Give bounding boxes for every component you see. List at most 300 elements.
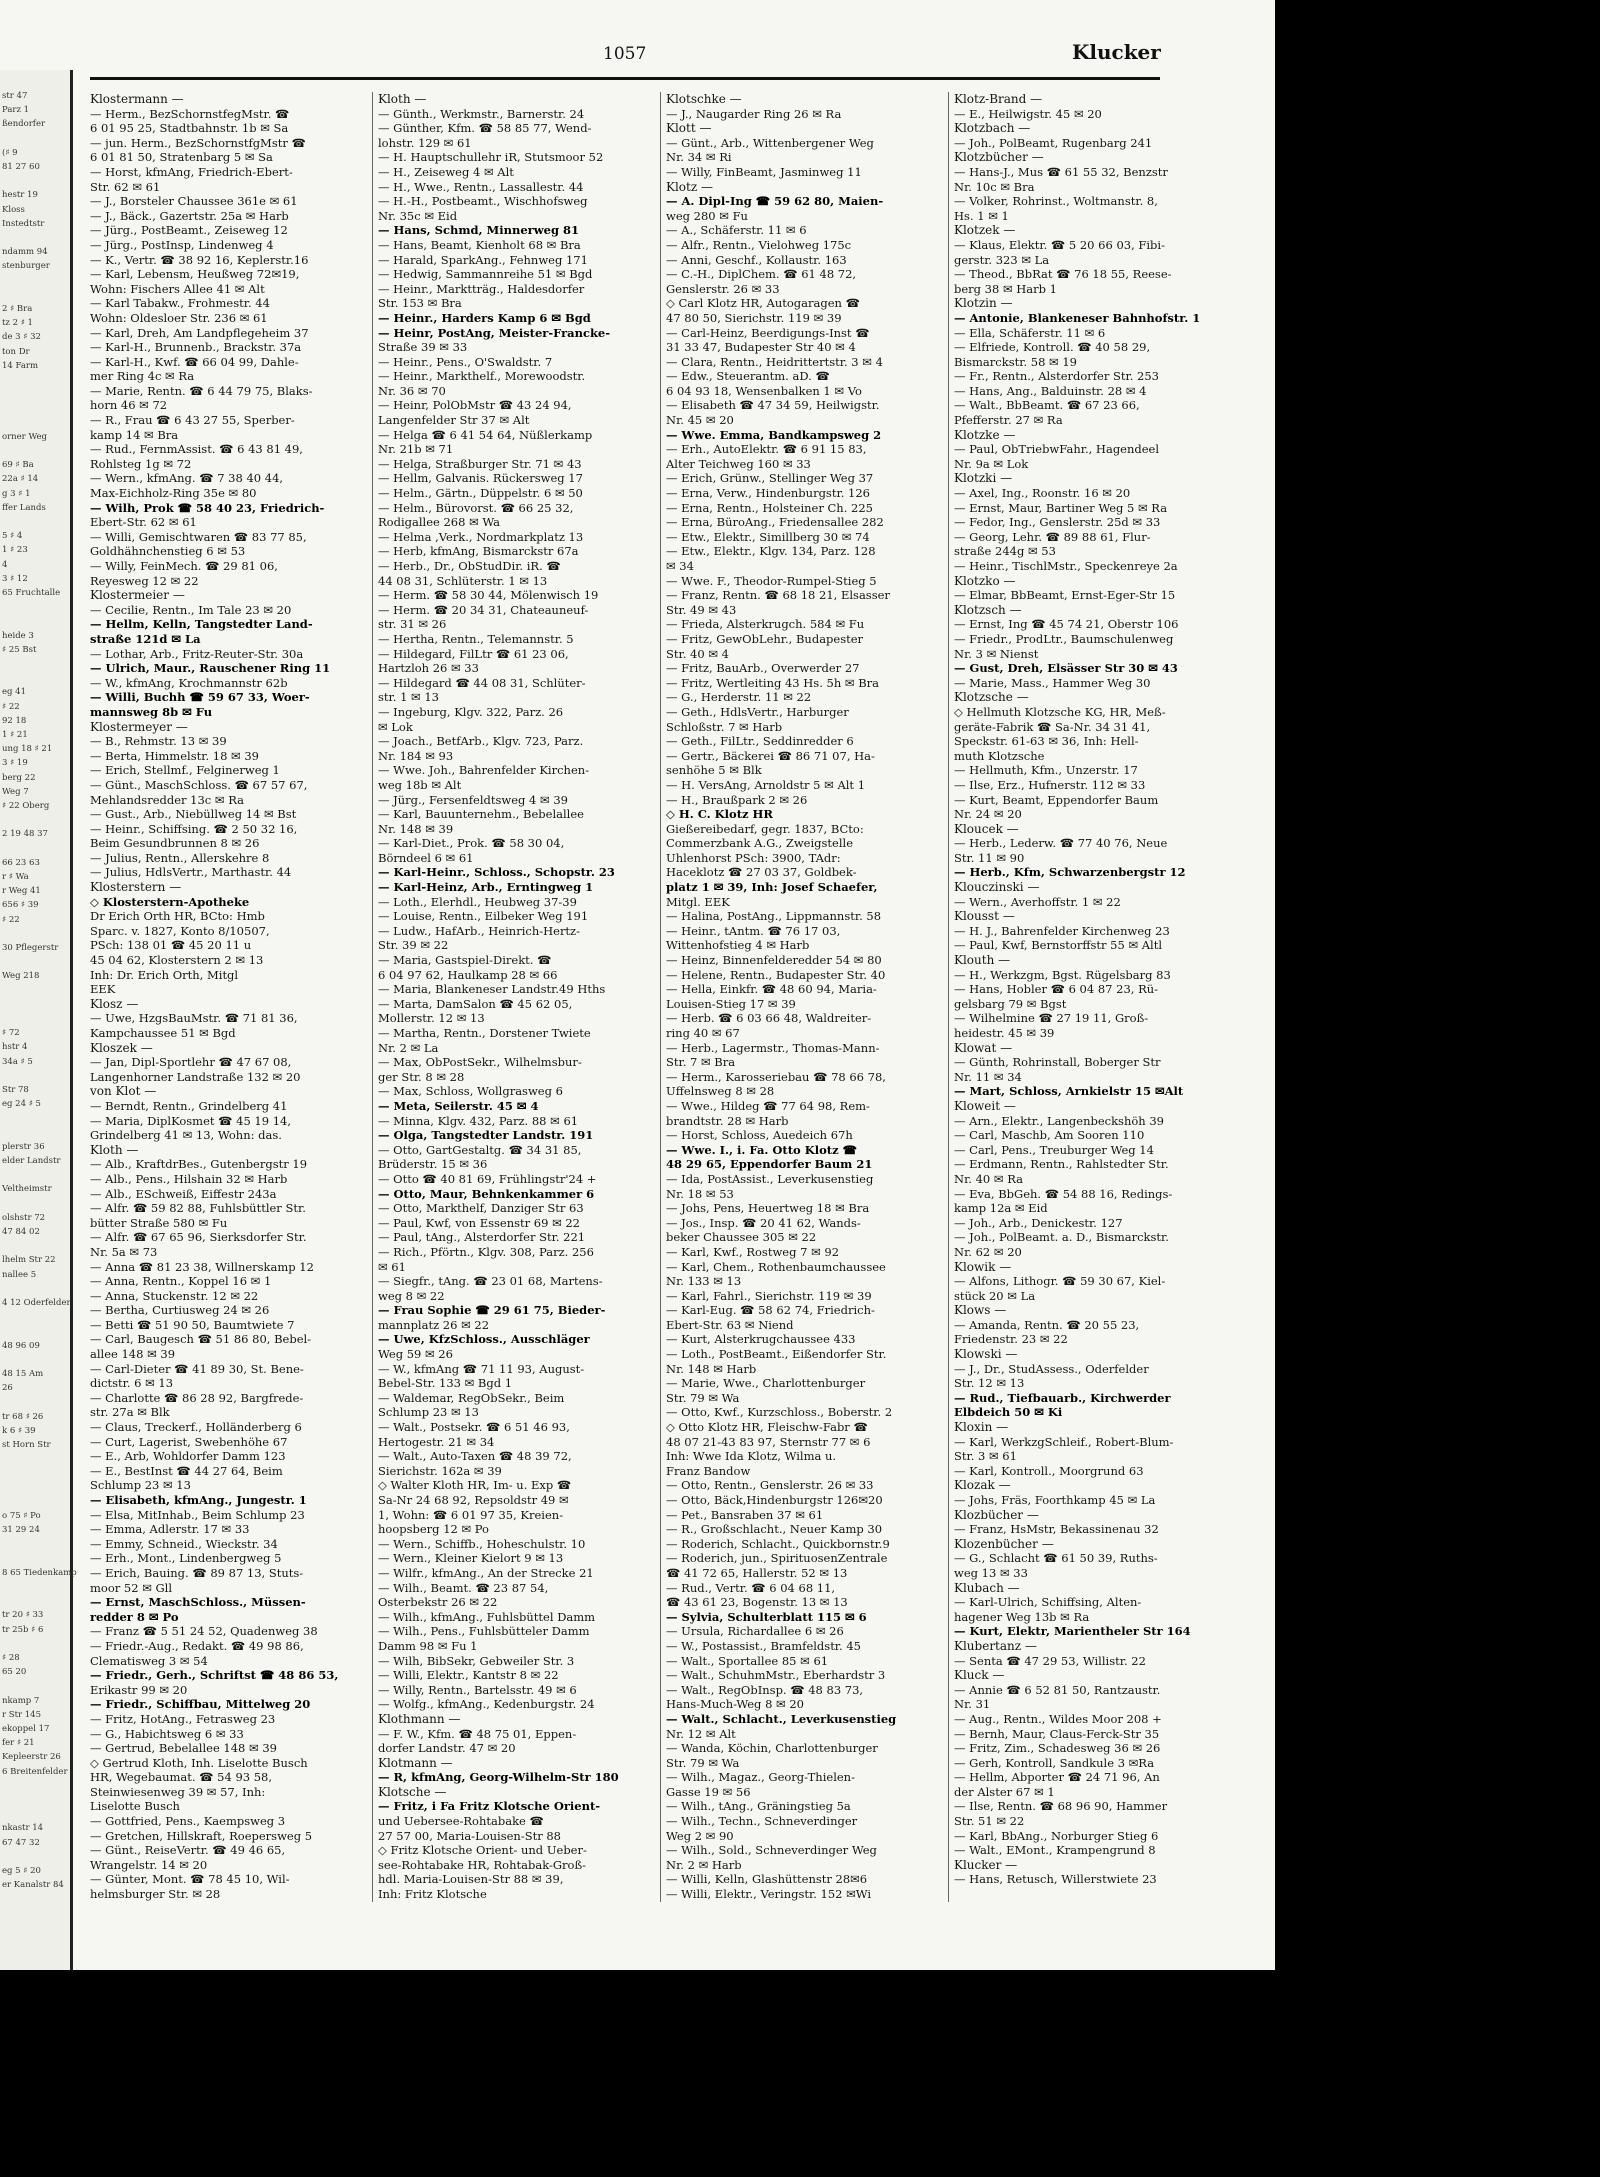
directory-entry: — Joh., Arb., Denickestr. 127 (954, 1215, 1123, 1230)
directory-entry: — Willi, Elektr., Veringstr. 152 ✉Wi (666, 1887, 872, 1902)
facing-page-fragment: olshstr 72 (2, 1212, 46, 1223)
directory-entry: — Hella, Einkfr. ☎ 48 60 94, Maria- (666, 982, 877, 997)
directory-entry: — Georg, Lehr. ☎ 89 88 61, Flur- (954, 529, 1151, 544)
directory-entry: Genslerstr. 26 ✉ 33 (666, 281, 780, 296)
directory-entry: — Erna, BüroAng., Friedensallee 282 (666, 515, 884, 530)
directory-entry: — Etw., Elektr., Simillberg 30 ✉ 74 (666, 529, 870, 544)
directory-entry: — Gertr., Bäckerei ☎ 86 71 07, Ha- (666, 748, 875, 763)
directory-entry: — Fritz, BauArb., Overwerder 27 (666, 661, 860, 676)
directory-entry: Osterbekstr 26 ✉ 22 (378, 1595, 498, 1610)
directory-entry: Kloweit — (954, 1098, 1016, 1113)
directory-entry: geräte-Fabrik ☎ Sa-Nr. 34 31 41, (954, 719, 1151, 734)
directory-entry: — Uwe, KfzSchloss., Ausschläger (378, 1332, 590, 1347)
directory-entry: — Herb., Dr., ObStudDir. iR. ☎ (378, 559, 561, 573)
directory-entry: — H. Hauptschullehr iR, Stutsmoor 52 (378, 150, 604, 165)
facing-page-fragment: ekoppel 17 (2, 1724, 50, 1734)
directory-entry: helmsburger Str. ✉ 28 (90, 1887, 221, 1902)
directory-entry: — Julius, HdlsVertr., Marthastr. 44 (90, 865, 292, 880)
directory-entry: — Helga, Straßburger Str. 71 ✉ 43 (378, 456, 582, 471)
directory-entry: — Herb, kfmAng, Bismarckstr 67a (378, 544, 579, 559)
directory-entry: — Karl, WerkzgSchleif., Robert-Blum- (954, 1434, 1174, 1449)
directory-entry: Nr. 11 ✉ 34 (954, 1069, 1022, 1084)
directory-entry: Hans-Much-Weg 8 ✉ 20 (666, 1697, 804, 1712)
directory-entry: — Rud., Vertr. ☎ 6 04 68 11, (666, 1580, 836, 1595)
directory-entry: — H., Braußpark 2 ✉ 26 (666, 792, 808, 807)
directory-entry: Wrangelstr. 14 ✉ 20 (90, 1857, 208, 1872)
directory-entry: — Willy, FeinMech. ☎ 29 81 06, (90, 559, 278, 573)
directory-entry: Str. 79 ✉ Wa (666, 1390, 740, 1405)
directory-entry: Brüderstr. 15 ✉ 36 (378, 1157, 488, 1172)
directory-entry: — Helga ☎ 6 41 54 64, Nüßlerkamp (378, 427, 593, 442)
facing-page-fragment: 4 (2, 559, 8, 570)
directory-entry: — E., Arb, Wohldorfer Damm 123 (90, 1449, 286, 1464)
directory-entry: see-Rohtabake HR, Rohtabak-Groß- (378, 1857, 587, 1872)
directory-entry: — Heinr, PolObMstr ☎ 43 24 94, (378, 398, 572, 413)
directory-entry: ☎ 41 72 65, Hallerstr. 52 ✉ 13 (666, 1565, 848, 1580)
directory-entry: stück 20 ✉ La (954, 1288, 1036, 1303)
directory-entry: — Wwe. Emma, Bandkampsweg 2 (666, 427, 882, 442)
facing-page-fragment: 65 Fruchtalle (2, 588, 61, 598)
facing-page-fragment: 31 29 24 (2, 1525, 40, 1536)
directory-entry: Klostermann — (90, 92, 184, 106)
directory-entry: — Helm., Gärtn., Düppelstr. 6 ✉ 50 (378, 486, 583, 501)
directory-entry: — G., Habichtsweg 6 ✉ 33 (90, 1726, 244, 1741)
directory-entry: — Horst, Schloss, Auedeich 67h (666, 1128, 853, 1143)
directory-entry: ◇ Fritz Klotsche Orient- und Ueber- (378, 1843, 587, 1858)
directory-entry: — Alfr., Rentn., Vielohweg 175c (666, 237, 852, 252)
directory-entry: ger Str. 8 ✉ 28 (378, 1069, 465, 1084)
directory-entry: Erikastr 99 ✉ 20 (90, 1682, 188, 1697)
column-divider (660, 92, 661, 1902)
directory-entry: 27 57 00, Maria-Louisen-Str 88 (378, 1828, 562, 1843)
directory-entry: — Herm., Karosseriebau ☎ 78 66 78, (666, 1069, 886, 1084)
directory-entry: — Maria, Blankeneser Landstr.49 Hths (378, 982, 606, 997)
directory-entry: — Carl-Dieter ☎ 41 89 30, St. Bene- (90, 1361, 304, 1376)
directory-entry: Klotzke — (954, 427, 1016, 442)
directory-entry: — Erh., Mont., Lindenbergweg 5 (90, 1551, 282, 1566)
directory-entry: — Hertha, Rentn., Telemannstr. 5 (378, 631, 574, 646)
directory-entry: Klotsche — (378, 1784, 447, 1799)
directory-entry: ring 40 ✉ 67 (666, 1026, 740, 1040)
facing-page-fragment: nallee 5 (2, 1269, 37, 1280)
directory-entry: — Franz, HsMstr, Bekassinenau 32 (954, 1522, 1159, 1537)
directory-entry: gerstr. 323 ✉ La (954, 252, 1050, 267)
directory-entry: Haceklotz ☎ 27 03 37, Goldbek- (666, 865, 857, 880)
facing-page-fragment: tr 25b ♯ 6 (2, 1624, 44, 1635)
directory-entry: — Fritz, i Fa Fritz Klotsche Orient- (378, 1799, 601, 1814)
directory-entry: Kloth — (90, 1142, 139, 1157)
directory-entry: Damm 98 ✉ Fu 1 (378, 1638, 478, 1653)
directory-entry: — Johs, Fräs, Foorthkamp 45 ✉ La (954, 1493, 1156, 1507)
directory-entry: horn 46 ✉ 72 (90, 398, 168, 413)
directory-entry: — Heinr., Pens., O'Swaldstr. 7 (378, 354, 553, 369)
directory-entry: — Hans, Ang., Balduinstr. 28 ✉ 4 (954, 383, 1147, 398)
directory-entry: Kloucek — (954, 821, 1019, 836)
directory-entry: Nr. 36 ✉ 70 (378, 383, 446, 398)
directory-entry: — Marie, Wwe., Charlottenburger (666, 1376, 866, 1391)
directory-entry: 48 29 65, Eppendorfer Baum 21 (666, 1157, 873, 1172)
facing-page-fragment: 65 20 (2, 1667, 27, 1678)
directory-entry: — J., Borsteler Chaussee 361e ✉ 61 (90, 194, 298, 209)
directory-entry: — Minna, Klgv. 432, Parz. 88 ✉ 61 (378, 1113, 579, 1128)
directory-entry: Nr. 148 ✉ Harb (666, 1361, 757, 1376)
directory-entry: — Geth., FilLtr., Seddinredder 6 (666, 734, 854, 749)
directory-entry: Klowik — (954, 1259, 1012, 1274)
facing-page-fragment: 8 65 Tiedenkamp (2, 1567, 77, 1578)
directory-entry: Mehlandsredder 13c ✉ Ra (90, 792, 244, 807)
column-2 (378, 92, 648, 1927)
directory-entry: — Otto ☎ 40 81 69, Frühlingstr'24 + (378, 1171, 597, 1186)
directory-entry: Klows — (954, 1303, 1007, 1318)
directory-entry: — Gust, Dreh, Elsässer Str 30 ✉ 43 (954, 661, 1178, 676)
directory-entry: — Alb., ESchweiß, Eiffestr 243a (90, 1186, 277, 1201)
directory-entry: — Heinr., Marktträg., Haldesdorfer (378, 281, 585, 296)
directory-entry: — Helm., Bürovorst. ☎ 66 25 32, (378, 500, 574, 515)
facing-page-fragment: Weg 218 (2, 971, 40, 982)
directory-entry: — Wilh, Prok ☎ 58 40 23, Friedrich- (90, 500, 325, 515)
directory-entry: Inh: Fritz Klotsche (378, 1887, 487, 1902)
directory-entry: — Ilse, Rentn. ☎ 68 96 90, Hammer (954, 1799, 1168, 1814)
directory-entry: — Wilhelmine ☎ 27 19 11, Groß- (954, 1011, 1149, 1026)
directory-entry: — R., Frau ☎ 6 43 27 55, Sperber- (90, 413, 295, 428)
facing-page-fragment: nkamp 7 (2, 1695, 40, 1706)
directory-entry: Rohlsteg 1g ✉ 72 (90, 456, 192, 471)
facing-page-fragment: 3 ♯ 19 (2, 758, 28, 769)
directory-entry: kamp 14 ✉ Bra (90, 427, 179, 442)
directory-entry: — Ulrich, Maur., Rauschener Ring 11 (90, 661, 331, 676)
directory-entry: — Helene, Rentn., Budapester Str. 40 (666, 967, 886, 982)
directory-entry: — Ingeburg, Klgv. 322, Parz. 26 (378, 704, 564, 719)
facing-page-fragment: 26 (2, 1383, 13, 1394)
directory-entry: Str. 51 ✉ 22 (954, 1814, 1025, 1829)
directory-entry: — Hans, Retusch, Willerstwiete 23 (954, 1872, 1157, 1887)
facing-page-fragment: 1 ♯ 23 (2, 545, 28, 556)
directory-entry: — Maria, DiplKosmet ☎ 45 19 14, (90, 1113, 292, 1128)
directory-entry: — Fedor, Ing., Genslerstr. 25d ✉ 33 (954, 515, 1161, 530)
directory-entry: — Karl, Bauunternehm., Bebelallee (378, 807, 584, 822)
directory-entry: Nr. 3 ✉ Nienst (954, 646, 1039, 661)
directory-entry: — Kurt, Beamt, Eppendorfer Baum (954, 792, 1159, 807)
directory-entry: — Otto, Rentn., Genslerstr. 26 ✉ 33 (666, 1478, 874, 1493)
facing-page-fragment: berg 22 (2, 772, 36, 783)
directory-entry: Nr. 2 ✉ Harb (666, 1857, 742, 1872)
directory-entry: Nr. 184 ✉ 93 (378, 748, 454, 763)
directory-entry: — Alb., KraftdrBes., Gutenbergstr 19 (90, 1157, 308, 1172)
directory-entry: — H. VersAng, Arnoldstr 5 ✉ Alt 1 (666, 777, 866, 792)
directory-entry: weg 8 ✉ 22 (378, 1288, 445, 1303)
directory-entry: — Volker, Rohrinst., Woltmanstr. 8, (954, 194, 1158, 209)
directory-entry: Louisen-Stieg 17 ✉ 39 (666, 996, 796, 1011)
directory-entry: platz 1 ✉ 39, Inh: Josef Schaefer, (666, 880, 878, 895)
facing-page-fragment: ♯ 25 Bst (2, 644, 37, 655)
directory-entry: weg 18b ✉ Alt (378, 777, 462, 792)
directory-entry: Klotzin — (954, 296, 1013, 311)
directory-entry: — H., Werkzgm, Bgst. Rügelsbarg 83 (954, 967, 1171, 982)
directory-entry: Wittenhofstieg 4 ✉ Harb (666, 938, 810, 953)
directory-entry: — Julius, Rentn., Allerskehre 8 (90, 850, 270, 865)
directory-entry: Uffelnsweg 8 ✉ 28 (666, 1084, 775, 1099)
directory-entry: Rodigallee 268 ✉ Wa (378, 515, 501, 530)
directory-entry: — Theod., BbRat ☎ 76 18 55, Reese- (954, 267, 1172, 282)
directory-entry: — G., Schlacht ☎ 61 50 39, Ruths- (954, 1551, 1158, 1566)
directory-entry: Gasse 19 ✉ 56 (666, 1784, 751, 1799)
directory-entry: — Klaus, Elektr. ☎ 5 20 66 03, Fibi- (954, 237, 1165, 252)
directory-entry: — E., Heilwigstr. 45 ✉ 20 (954, 106, 1102, 121)
facing-page-fragment: lhelm Str 22 (2, 1255, 56, 1266)
directory-entry: — Karl, Fahrl., Sierichstr. 119 ✉ 39 (666, 1288, 872, 1303)
directory-entry: — Kurt, Alsterkrugchaussee 433 (666, 1332, 856, 1347)
directory-entry: — Meta, Seilerstr. 45 ✉ 4 (378, 1098, 539, 1113)
directory-entry: — Otto, GartGestaltg. ☎ 34 31 85, (378, 1142, 582, 1157)
directory-entry: — Eva, BbGeh. ☎ 54 88 16, Redings- (954, 1186, 1173, 1201)
directory-entry: — Hellm, Kelln, Tangstedter Land- (90, 617, 313, 632)
directory-entry: Liselotte Busch (90, 1799, 180, 1814)
directory-entry: redder 8 ✉ Po (90, 1609, 179, 1624)
facing-page-fragment: er Kanalstr 84 (2, 1880, 64, 1891)
facing-page-fragment: hstr 4 (2, 1042, 28, 1053)
directory-entry: — Wilh., tAng., Gräningstieg 5a (666, 1799, 851, 1814)
directory-entry: Str. 153 ✉ Bra (378, 296, 462, 311)
column-3 (666, 92, 936, 1927)
directory-entry: — H., Wwe., Rentn., Lassallestr. 44 (378, 179, 584, 194)
directory-entry: — G., Herderstr. 11 ✉ 22 (666, 690, 812, 705)
directory-entry: — Senta ☎ 47 29 53, Willistr. 22 (954, 1653, 1146, 1668)
directory-entry: Str. 7 ✉ Bra (666, 1055, 736, 1070)
directory-entry: — Wanda, Köchin, Charlottenburger (666, 1741, 878, 1756)
directory-entry: — H.-H., Postbeamt., Wischhofsweg (378, 194, 588, 209)
directory-entry: — Wilh., Techn., Schneverdinger (666, 1814, 858, 1829)
directory-entry: ◇ Gertrud Kloth, Inh. Liselotte Busch (90, 1755, 308, 1770)
directory-entry: Str. 3 ✉ 61 (954, 1449, 1017, 1464)
directory-entry: ◇ H. C. Klotz HR (666, 807, 773, 822)
directory-entry: — Ernst, MaschSchloss., Müssen- (90, 1595, 306, 1610)
directory-entry: brandtstr. 28 ✉ Harb (666, 1113, 789, 1128)
directory-entry: — Pet., Bansraben 37 ✉ 61 (666, 1507, 824, 1522)
directory-entry: Langenfelder Str 37 ✉ Alt (378, 413, 530, 428)
directory-entry: allee 148 ✉ 39 (90, 1347, 176, 1362)
directory-entry: — Hans, Beamt, Kienholt 68 ✉ Bra (378, 237, 581, 252)
directory-entry: — Betti ☎ 51 90 50, Baumtwiete 7 (90, 1317, 295, 1332)
directory-entry: — Carl, Baugesch ☎ 51 86 80, Bebel- (90, 1332, 312, 1347)
directory-entry: — Karl-H., Brunnenb., Brackstr. 37a (90, 340, 302, 355)
directory-entry: heidestr. 45 ✉ 39 (954, 1026, 1055, 1040)
facing-page-fragment: hestr 19 (2, 190, 38, 201)
directory-entry: — Curt, Lagerist, Swebenhöhe 67 (90, 1434, 288, 1449)
directory-entry: — Harald, SparkAng., Fehnweg 171 (378, 252, 588, 267)
directory-entry: Bismarckstr. 58 ✉ 19 (954, 354, 1077, 369)
directory-entry: — Günt., ReiseVertr. ☎ 49 46 65, (90, 1843, 286, 1858)
facing-page-fragment: nkastr 14 (2, 1823, 44, 1834)
directory-entry: Franz Bandow (666, 1463, 751, 1478)
directory-entry: — Wilfr., kfmAng., An der Strecke 21 (378, 1565, 594, 1580)
directory-entry: — Günther, Kfm. ☎ 58 85 77, Wend- (378, 121, 592, 136)
directory-entry: — Heinz, Binnenfelderedder 54 ✉ 80 (666, 953, 882, 968)
facing-page-fragment: eg 5 ♯ 20 (2, 1866, 41, 1876)
directory-entry: — Otto, Maur, Behnkenkammer 6 (378, 1186, 595, 1201)
directory-entry: 6 04 93 18, Wensenbalken 1 ✉ Vo (666, 383, 862, 398)
facing-page-fragment: 81 27 60 (2, 162, 40, 172)
facing-page-fragment: Kloss (2, 204, 25, 215)
directory-entry: Klucker — (954, 1857, 1018, 1872)
directory-entry: — Louise, Rentn., Eilbeker Weg 191 (378, 909, 589, 924)
directory-entry: — Jürg., Fersenfeldtsweg 4 ✉ 39 (378, 792, 568, 807)
facing-page-fragment: fer ♯ 21 (2, 1738, 35, 1749)
directory-entry: — Horst, kfmAng, Friedrich-Ebert- (90, 164, 293, 179)
directory-entry: — Herb., Lagermstr., Thomas-Mann- (666, 1040, 880, 1055)
directory-entry: Nr. 34 ✉ Ri (666, 150, 732, 165)
directory-entry: — Elsa, MitInhab., Beim Schlump 23 (90, 1507, 305, 1522)
directory-entry: — Fritz, Zim., Schadesweg 36 ✉ 26 (954, 1741, 1161, 1756)
directory-entry: Nr. 35c ✉ Eid (378, 208, 458, 223)
facing-page-fragment: 34a ♯ 5 (2, 1056, 33, 1067)
facing-page-fragment: ♯ 28 (2, 1653, 20, 1663)
directory-entry: — Ludw., HafArb., Heinrich-Hertz- (378, 923, 581, 938)
directory-entry: — Karl-Diet., Prok. ☎ 58 30 04, (378, 836, 565, 851)
directory-entry: — Wern., Schiffb., Hoheschulstr. 10 (378, 1536, 586, 1551)
directory-entry: — Karl, BbAng., Norburger Stieg 6 (954, 1828, 1159, 1843)
running-head: Klucker (1072, 40, 1161, 64)
directory-entry: — R., Großschlacht., Neuer Kamp 30 (666, 1522, 883, 1537)
directory-entry: — J., Dr., StudAssess., Oderfelder (954, 1361, 1149, 1376)
directory-entry: str. 1 ✉ 13 (378, 690, 439, 705)
directory-entry: Str. 79 ✉ Wa (666, 1755, 740, 1770)
directory-entry: Grindelberg 41 ✉ 13, Wohn: das. (90, 1128, 282, 1143)
directory-entry: Steinwiesenweg 39 ✉ 57, Inh: (90, 1784, 266, 1799)
directory-entry: — Joh., PolBeamt, Rugenbarg 241 (954, 135, 1153, 150)
directory-entry: ◇ Hellmuth Klotzsche KG, HR, Meß- (954, 704, 1166, 719)
directory-entry: — Roderich, Schlacht., Quickbornstr.9 (666, 1536, 890, 1551)
directory-entry: — Gottfried, Pens., Kaempsweg 3 (90, 1814, 286, 1829)
directory-entry: — jun. Herm., BezSchornstfgMstr ☎ (90, 135, 306, 150)
directory-entry: Schloßstr. 7 ✉ Harb (666, 719, 783, 734)
facing-page-fragment: 48 96 09 (2, 1340, 40, 1351)
directory-entry: berg 38 ✉ Harb 1 (954, 281, 1057, 296)
directory-entry: — Hans, Hobler ☎ 6 04 87 23, Rü- (954, 982, 1159, 997)
directory-entry: Klubach — (954, 1580, 1020, 1595)
directory-entry: — Carl, Pens., Treuburger Weg 14 (954, 1142, 1154, 1157)
facing-page-fragment: elder Landstr (2, 1156, 61, 1166)
directory-entry: — Karl-H., Kwf. ☎ 66 04 99, Dahle- (90, 354, 299, 369)
directory-entry: Commerzbank A.G., Zweigstelle (666, 836, 854, 851)
facing-page-fragment: Kepleerstr 26 (2, 1752, 61, 1763)
facing-page-fragment: ♯ 22 (2, 701, 20, 712)
directory-entry: str. 27a ✉ Blk (90, 1405, 170, 1420)
directory-entry: — Wilh., kfmAng., Fuhlsbüttel Damm (378, 1609, 596, 1624)
directory-entry: — Gust., Arb., Niebüllweg 14 ✉ Bst (90, 807, 297, 822)
directory-entry: — J., Naugarder Ring 26 ✉ Ra (666, 106, 842, 121)
directory-entry: Kluck — (954, 1668, 1005, 1683)
directory-entry: Reyesweg 12 ✉ 22 (90, 573, 199, 588)
directory-entry: PSch: 138 01 ☎ 45 20 11 u (90, 938, 252, 953)
directory-entry: — E., BestInst ☎ 44 27 64, Beim (90, 1463, 283, 1478)
facing-page-fragment: tr 20 ♯ 33 (2, 1610, 44, 1621)
directory-entry: — Friedr., Schiffbau, Mittelweg 20 (90, 1697, 311, 1712)
directory-entry: von Klot — (90, 1084, 157, 1099)
directory-entry: 44 08 31, Schlüterstr. 1 ✉ 13 (378, 573, 548, 588)
directory-entry: — H., Zeiseweg 4 ✉ Alt (378, 164, 514, 179)
directory-entry: — Axel, Ing., Roonstr. 16 ✉ 20 (954, 486, 1131, 501)
directory-entry: Mitgl. EEK (666, 894, 730, 909)
directory-entry: — Heinr., tAntm. ☎ 76 17 03, (666, 923, 841, 938)
directory-entry: Sierichstr. 162a ✉ 39 (378, 1463, 502, 1478)
facing-page-fragment: Veltheimstr (2, 1184, 52, 1195)
directory-entry: — Ida, PostAssist., Leverkusenstieg (666, 1171, 874, 1186)
directory-entry: Klozak — (954, 1478, 1011, 1493)
directory-entry: — Etw., Elektr., Klgv. 134, Parz. 128 (666, 544, 876, 559)
directory-entry: — Fritz, Wertleiting 43 Hs. 5h ✉ Bra (666, 675, 879, 690)
directory-entry: — Alfr. ☎ 59 82 88, Fuhlsbüttler Str. (90, 1201, 306, 1216)
directory-entry: — Herb. ☎ 6 03 66 48, Waldreiter- (666, 1011, 872, 1026)
directory-entry: — Carl-Heinz, Beerdigungs-Inst ☎ (666, 325, 870, 340)
facing-page-fragment: Parz 1 (2, 105, 30, 116)
directory-entry: Gießereibedarf, gegr. 1837, BCto: (666, 821, 864, 836)
directory-entry: — Wilh., Magaz., Georg-Thielen- (666, 1770, 855, 1785)
directory-entry: — Herm. ☎ 58 30 44, Mölenwisch 19 (378, 588, 599, 603)
directory-entry: Dr Erich Orth HR, BCto: Hmb (90, 909, 265, 924)
directory-entry: — Carl, Maschb, Am Sooren 110 (954, 1128, 1145, 1143)
directory-entry: — Marie, Mass., Hammer Weg 30 (954, 675, 1151, 690)
directory-entry: Str. 39 ✉ 22 (378, 938, 449, 953)
facing-page-fragment: 48 15 Am (2, 1369, 44, 1379)
directory-entry: — Walt., Postsekr. ☎ 6 51 46 93, (378, 1420, 570, 1435)
directory-entry: — Halina, PostAng., Lippmannstr. 58 (666, 909, 882, 924)
directory-entry: moor 52 ✉ Gll (90, 1580, 173, 1595)
directory-entry: Nr. 31 (954, 1697, 991, 1712)
directory-entry: Mollerstr. 12 ✉ 13 (378, 1011, 485, 1026)
directory-entry: Nr. 10c ✉ Bra (954, 179, 1035, 194)
directory-entry: Nr. 148 ✉ 39 (378, 821, 454, 836)
directory-entry: Beim Gesundbrunnen 8 ✉ 26 (90, 836, 260, 851)
directory-entry: — Paul, Kwf, von Essenstr 69 ✉ 22 (378, 1215, 581, 1230)
facing-page-fragment: eg 41 (2, 687, 26, 698)
directory-entry: Klostermeier — (90, 588, 185, 603)
directory-entry: — Wwe. F., Theodor-Rumpel-Stieg 5 (666, 573, 877, 588)
directory-entry: 6 01 95 25, Stadtbahnstr. 1b ✉ Sa (90, 121, 289, 136)
directory-entry: — Loth., PostBeamt., Eißendorfer Str. (666, 1347, 887, 1362)
directory-entry: mannplatz 26 ✉ 22 (378, 1317, 490, 1332)
directory-entry: Wohn: Oldesloer Str. 236 ✉ 61 (90, 310, 268, 325)
directory-entry: Nr. 24 ✉ 20 (954, 807, 1022, 822)
directory-entry: Börndeel 6 ✉ 61 (378, 850, 474, 865)
directory-entry: Klotzsche — (954, 690, 1029, 705)
facing-page-fragment: 47 84 02 (2, 1227, 40, 1237)
directory-entry: ☎ 43 61 23, Bogenstr. 13 ✉ 13 (666, 1595, 848, 1610)
directory-entry: ✉ Lok (378, 719, 413, 734)
directory-entry: Str. 40 ✉ 4 (666, 646, 729, 661)
directory-entry: — Anna, Rentn., Koppel 16 ✉ 1 (90, 1274, 272, 1289)
directory-entry: Nr. 133 ✉ 13 (666, 1274, 742, 1289)
directory-entry: — A. Dipl-Ing ☎ 59 62 80, Maien- (666, 194, 884, 209)
facing-page-fragment: str 47 (2, 91, 28, 101)
facing-page-fragment: 22a ♯ 14 (2, 474, 39, 485)
directory-entry: — Günt., MaschSchloss. ☎ 67 57 67, (90, 777, 308, 792)
directory-entry: Klozenbücher — (954, 1536, 1054, 1551)
directory-entry: — Hans-J., Mus ☎ 61 55 32, Benzstr (954, 164, 1168, 179)
directory-entry: — Wilh., Beamt. ☎ 23 87 54, (378, 1580, 549, 1595)
facing-page-fragment: r ♯ Wa (2, 872, 29, 882)
directory-entry: Hertogestr. 21 ✉ 34 (378, 1434, 495, 1449)
directory-entry: ✉ 34 (666, 559, 694, 573)
directory-entry: Inh: Wwe Ida Klotz, Wilma u. (666, 1449, 837, 1464)
directory-entry: — Edw., Steuerantm. aD. ☎ (666, 369, 830, 384)
facing-page-fragment: tr 68 ♯ 26 (2, 1411, 44, 1422)
facing-page-fragment: heide 3 (2, 630, 34, 641)
directory-entry: Klotzko — (954, 573, 1016, 588)
directory-entry: — Jos., Insp. ☎ 20 41 62, Wands- (666, 1215, 861, 1230)
directory-entry: — Jan, Dipl-Sportlehr ☎ 47 67 08, (90, 1055, 292, 1070)
facing-page-fragment: 69 ♯ Ba (2, 460, 34, 471)
directory-entry: — Roderich, jun., SpirituosenZentrale (666, 1551, 888, 1566)
